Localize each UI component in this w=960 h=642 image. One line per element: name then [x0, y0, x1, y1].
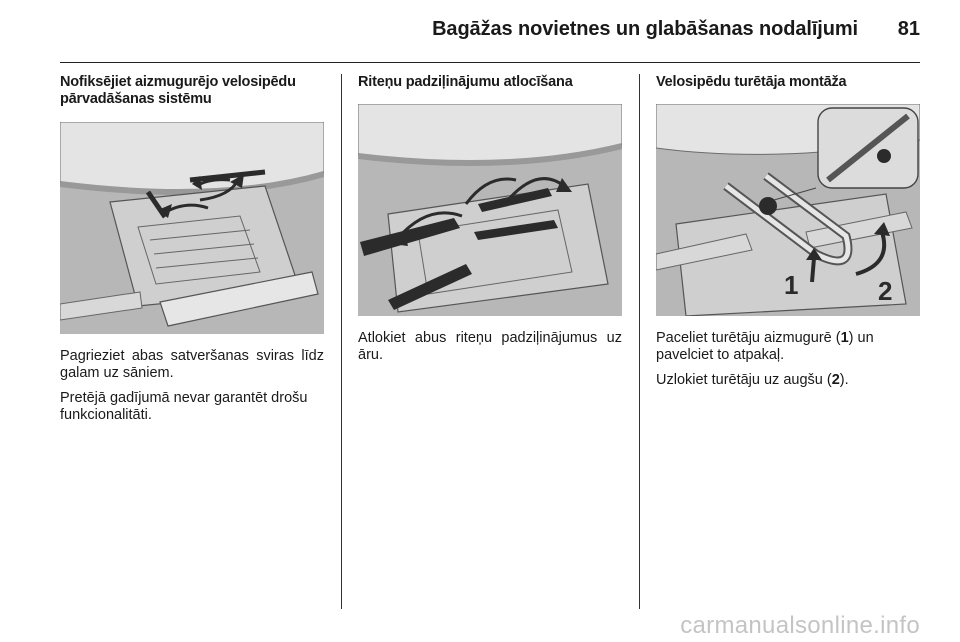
paragraph: Pagrieziet abas satveršanas sviras līdz galam uz sāniem. — [60, 348, 324, 381]
column-lock-rear-carrier — [60, 74, 324, 423]
paragraph: Atlokiet abus riteņu padziļinājumus uz āru. — [358, 330, 622, 363]
column-fold-wheel-trays — [358, 74, 622, 363]
paragraph: Pretējā gadījumā nevar garantēt drošu funkcionalitāti. — [60, 390, 308, 423]
section-body — [60, 348, 324, 432]
section-heading: Riteņu padziļinājumu atlocīšana — [358, 74, 573, 90]
callout-2: 2 — [878, 276, 893, 306]
section-heading: Velosipēdu turētāja montāža — [656, 74, 847, 90]
section-heading: Nofiksējiet aizmugurējo velosipēdu pārvadāšanas sistēmu — [60, 74, 296, 107]
illustration-lever-rotation — [60, 122, 324, 334]
paragraph: Paceliet turētāju aizmugurē (1) un pavelciet to atpakaļ. — [656, 330, 874, 363]
column-mount-holder — [656, 74, 920, 388]
illustration-wheel-trays — [358, 104, 622, 316]
paragraph: Uzlokiet turētāju uz augšu (2). — [656, 372, 849, 388]
illustration-holder-mounting — [656, 104, 920, 316]
watermark: carmanualsonline.info — [680, 612, 920, 639]
page-title: Bagāžas novietnes un glabāšanas nodalījumi — [432, 18, 858, 40]
section-body — [656, 330, 920, 397]
page-header — [60, 0, 920, 63]
column-divider — [341, 74, 342, 609]
page-number: 81 — [897, 18, 920, 40]
column-divider — [639, 74, 640, 609]
section-body — [358, 330, 622, 372]
callout-1: 1 — [784, 270, 799, 300]
